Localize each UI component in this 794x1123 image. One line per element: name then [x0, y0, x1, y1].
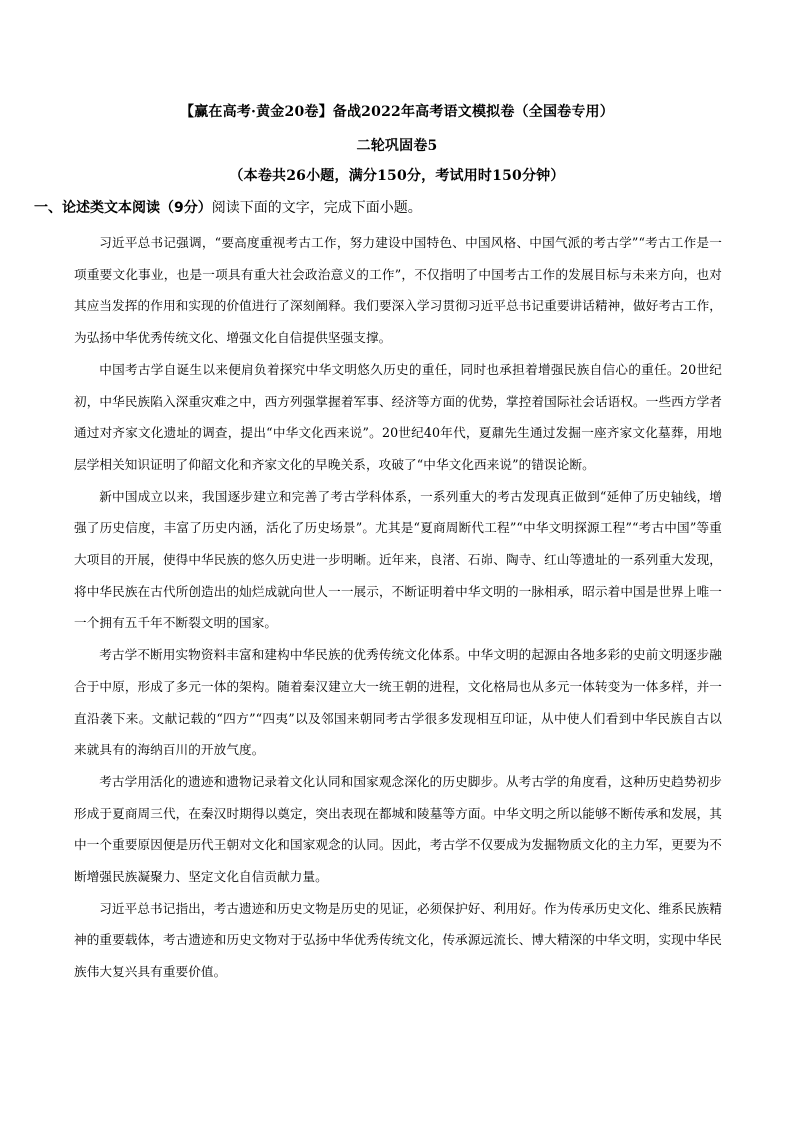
exam-subtitle: 二轮巩固卷5 [356, 138, 438, 154]
article-body [74, 227, 722, 988]
section-heading-instruction: 阅读下面的文字，完成下面小题。 [211, 200, 422, 216]
exam-info: （本卷共26小题，满分150分，考试用时150分钟） [229, 168, 565, 184]
section-heading [34, 197, 422, 217]
article-paragraph: 中国考古学自诞生以来便肩负着探究中华文明悠久历史的重任，同时也承担着增强民族自信心的重任。20世纪初，中华民族陷入深重灾难之中，西方列强掌握着军事、经济等方面的优势，掌控着国际社会话语权。一些西方学者通过对齐家文化遗址的调查，提出“中华文化西来说”。20世纪40年代，夏鼐先生通过发掘一座齐家文化墓葬，用地层学相关知识证明了仰韶文化和齐家文化的早晚关系，攻破了“中华文化西来说”的错误论断。 [74, 361, 722, 472]
article-paragraph: 新中国成立以来，我国逐步建立和完善了考古学科体系，一系列重大的考古发现真正做到“延伸了历史轴线，增强了历史信度，丰富了历史内涵，活化了历史场景”。尤其是“夏商周断代工程”“中华文明探源工程”“考古中国”等重大项目的开展，使得中华民族的悠久历史进一步明晰。近年来，良渚、石峁、陶寺、红山等遗址的一系列重大发现，将中华民族在古代所创造出的灿烂成就向世人一一展示，不断证明着中华文明的一脉相承，昭示着中国是世界上唯一一个拥有五千年不断裂文明的国家。 [74, 488, 722, 631]
article-paragraph: 考古学用活化的遗迹和遗物记录着文化认同和国家观念深化的历史脚步。从考古学的角度看，这种历史趋势初步形成于夏商周三代，在秦汉时期得以奠定，突出表现在都城和陵墓等方面。中华文明之所以能够不断传承和发展，其中一个重要原因便是历代王朝对文化和国家观念的认同。因此，考古学不仅要成为发掘物质文化的主力军，更要为不断增强民族凝聚力、坚定文化自信贡献力量。 [74, 773, 722, 885]
article-paragraph: 考古学不断用实物资料丰富和建构中华民族的优秀传统文化体系。中华文明的起源由各地多彩的史前文明逐步融合于中原，形成了多元一体的架构。随着秦汉建立大一统王朝的进程，文化格局也从多元一体转变为一体多样，并一直沿袭下来。文献记载的“四方”“四夷”以及邻国来朝同考古学很多发现相互印证，从中使人们看到中华民族自古以来就具有的海纳百川的开放气度。 [74, 647, 722, 758]
section-heading-bold: 一、论述类文本阅读（9分） [34, 200, 212, 216]
article-paragraph: 习近平总书记强调，“要高度重视考古工作，努力建设中国特色、中国风格、中国气派的考古学”“考古工作是一项重要文化事业，也是一项具有重大社会政治意义的工作”，不仅指明了中国考古工作的发展目标与未来方向，也对其应当发挥的作用和实现的价值进行了深刻阐释。我们要深入学习贯彻习近平总书记重要讲话精神，做好考古工作，为弘扬中华优秀传统文化、增强文化自信提供坚强支撑。 [74, 235, 722, 346]
exam-title: 【赢在高考·黄金20卷】备战2022年高考语文模拟卷（全国卷专用） [180, 104, 614, 120]
article-paragraph: 习近平总书记指出，考古遗迹和历史文物是历史的见证，必须保护好、利用好。作为传承历史文化、维系民族精神的重要载体，考古遗迹和历史文物对于弘扬中华优秀传统文化，传承源远流长、博大精深的中华文明，实现中华民族伟大复兴具有重要价值。 [74, 900, 722, 980]
